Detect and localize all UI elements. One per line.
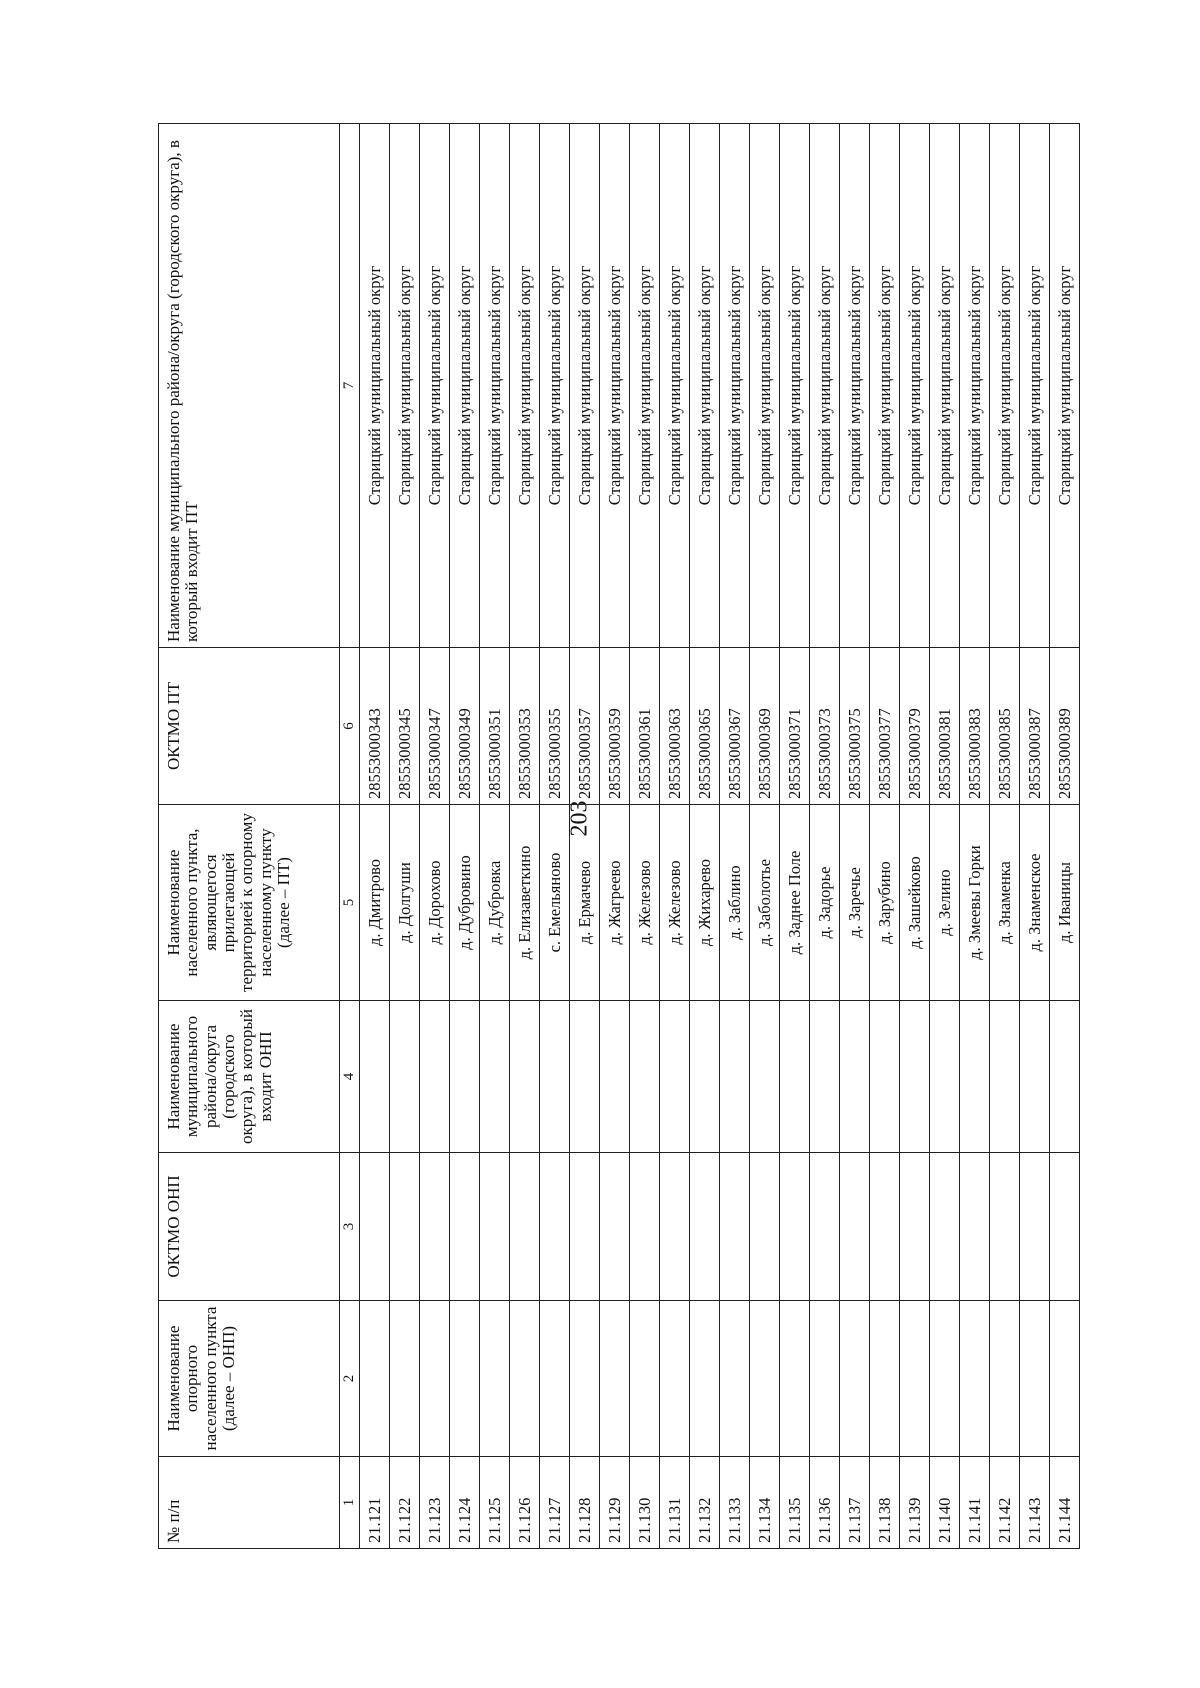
municipality-pt-cell: Старицкий муниципальный округ	[540, 124, 570, 648]
municipality-onp-cell	[690, 1001, 720, 1153]
oktmo-onp-cell	[450, 1153, 480, 1301]
onp-name-cell	[990, 1301, 1020, 1457]
oktmo-onp-cell	[510, 1153, 540, 1301]
table-row	[510, 124, 540, 1549]
oktmo-onp-cell	[930, 1153, 960, 1301]
onp-name-cell	[660, 1301, 690, 1457]
row-number-cell: 21.134	[750, 1457, 780, 1549]
municipality-pt-cell: Старицкий муниципальный округ	[930, 124, 960, 648]
municipality-pt-cell: Старицкий муниципальный округ	[750, 124, 780, 648]
row-number-cell: 21.144	[1050, 1457, 1080, 1549]
oktmo-pt-cell: 28553000349	[450, 648, 480, 805]
table-row	[420, 124, 450, 1549]
header-onp-name: Наименование опорного населенного пункта (далее – ОНП)	[159, 1301, 340, 1457]
municipality-onp-cell	[990, 1001, 1020, 1153]
row-number-cell: 21.142	[990, 1457, 1020, 1549]
municipality-onp-cell	[870, 1001, 900, 1153]
table-row	[810, 124, 840, 1549]
onp-name-cell	[930, 1301, 960, 1457]
municipality-pt-cell: Старицкий муниципальный округ	[720, 124, 750, 648]
municipality-onp-cell	[1020, 1001, 1050, 1153]
municipality-onp-cell	[1050, 1001, 1080, 1153]
pt-name-cell: д. Заблино	[720, 805, 750, 1001]
municipality-pt-cell: Старицкий муниципальный округ	[1020, 124, 1050, 648]
pt-name-cell: д. Жагреево	[600, 805, 630, 1001]
pt-name-cell: д. Иваницы	[1050, 805, 1080, 1001]
municipality-onp-cell	[360, 1001, 390, 1153]
column-number: 2	[340, 1301, 360, 1457]
pt-name-cell: д. Жихарево	[690, 805, 720, 1001]
onp-name-cell	[570, 1301, 600, 1457]
table-row	[960, 124, 990, 1549]
row-number-cell: 21.140	[930, 1457, 960, 1549]
oktmo-pt-cell: 28553000361	[630, 648, 660, 805]
onp-name-cell	[900, 1301, 930, 1457]
pt-name-cell: д. Ермачево	[570, 805, 600, 1001]
table-row	[540, 124, 570, 1549]
onp-name-cell	[1050, 1301, 1080, 1457]
row-number-cell: 21.128	[570, 1457, 600, 1549]
onp-name-cell	[810, 1301, 840, 1457]
oktmo-pt-cell: 28553000359	[600, 648, 630, 805]
oktmo-onp-cell	[870, 1153, 900, 1301]
oktmo-onp-cell	[600, 1153, 630, 1301]
column-numbers-row	[340, 124, 360, 1549]
oktmo-onp-cell	[720, 1153, 750, 1301]
settlements-table	[158, 123, 1080, 1549]
municipality-pt-cell: Старицкий муниципальный округ	[960, 124, 990, 648]
row-number-cell: 21.124	[450, 1457, 480, 1549]
oktmo-pt-cell: 28553000367	[720, 648, 750, 805]
onp-name-cell	[600, 1301, 630, 1457]
oktmo-onp-cell	[480, 1153, 510, 1301]
oktmo-onp-cell	[360, 1153, 390, 1301]
row-number-cell: 21.129	[600, 1457, 630, 1549]
municipality-onp-cell	[480, 1001, 510, 1153]
header-pt-name: Наименование населенного пункта, являющегося прилегающей территорией к опорному населенному пункту (далее – ПТ)	[159, 805, 340, 1001]
oktmo-pt-cell: 28553000385	[990, 648, 1020, 805]
municipality-pt-cell: Старицкий муниципальный округ	[1050, 124, 1080, 648]
table-row	[930, 124, 960, 1549]
header-municipality-onp: Наименование муниципального района/округа (городского округа), в который входит ОНП	[159, 1001, 340, 1153]
pt-name-cell: д. Зарубино	[870, 805, 900, 1001]
table-header-row	[159, 124, 340, 1549]
municipality-pt-cell: Старицкий муниципальный округ	[660, 124, 690, 648]
municipality-onp-cell	[420, 1001, 450, 1153]
oktmo-onp-cell	[660, 1153, 690, 1301]
municipality-pt-cell: Старицкий муниципальный округ	[420, 124, 450, 648]
oktmo-pt-cell: 28553000375	[840, 648, 870, 805]
onp-name-cell	[450, 1301, 480, 1457]
table-row	[450, 124, 480, 1549]
header-municipality-pt: Наименование муниципального района/округа (городского округа), в который входит ПТ	[159, 124, 340, 648]
municipality-onp-cell	[450, 1001, 480, 1153]
table-row	[750, 124, 780, 1549]
oktmo-onp-cell	[420, 1153, 450, 1301]
oktmo-pt-cell: 28553000343	[360, 648, 390, 805]
municipality-onp-cell	[390, 1001, 420, 1153]
oktmo-onp-cell	[780, 1153, 810, 1301]
oktmo-onp-cell	[840, 1153, 870, 1301]
municipality-pt-cell: Старицкий муниципальный округ	[810, 124, 840, 648]
oktmo-onp-cell	[1020, 1153, 1050, 1301]
municipality-onp-cell	[570, 1001, 600, 1153]
onp-name-cell	[630, 1301, 660, 1457]
municipality-pt-cell: Старицкий муниципальный округ	[690, 124, 720, 648]
municipality-onp-cell	[930, 1001, 960, 1153]
row-number-cell: 21.127	[540, 1457, 570, 1549]
municipality-onp-cell	[900, 1001, 930, 1153]
table-body	[360, 124, 1080, 1549]
pt-name-cell: д. Железово	[660, 805, 690, 1001]
oktmo-onp-cell	[810, 1153, 840, 1301]
pt-name-cell: д. Долгуши	[390, 805, 420, 1001]
oktmo-onp-cell	[990, 1153, 1020, 1301]
column-number: 3	[340, 1153, 360, 1301]
onp-name-cell	[360, 1301, 390, 1457]
table-row	[900, 124, 930, 1549]
table-row	[390, 124, 420, 1549]
pt-name-cell: д. Дмитрово	[360, 805, 390, 1001]
row-number-cell: 21.143	[1020, 1457, 1050, 1549]
header-oktmo-onp: ОКТМО ОНП	[159, 1153, 340, 1301]
row-number-cell: 21.138	[870, 1457, 900, 1549]
page-number: 203	[566, 800, 593, 837]
pt-name-cell: д. Знаменка	[990, 805, 1020, 1001]
table-row	[480, 124, 510, 1549]
onp-name-cell	[870, 1301, 900, 1457]
oktmo-pt-cell: 28553000357	[570, 648, 600, 805]
municipality-pt-cell: Старицкий муниципальный округ	[900, 124, 930, 648]
oktmo-onp-cell	[750, 1153, 780, 1301]
pt-name-cell: д. Заречье	[840, 805, 870, 1001]
onp-name-cell	[960, 1301, 990, 1457]
oktmo-onp-cell	[690, 1153, 720, 1301]
oktmo-onp-cell	[1050, 1153, 1080, 1301]
pt-name-cell: д. Дорохово	[420, 805, 450, 1001]
onp-name-cell	[540, 1301, 570, 1457]
pt-name-cell: д. Задорье	[810, 805, 840, 1001]
onp-name-cell	[420, 1301, 450, 1457]
municipality-onp-cell	[540, 1001, 570, 1153]
table-row	[630, 124, 660, 1549]
municipality-onp-cell	[810, 1001, 840, 1153]
onp-name-cell	[780, 1301, 810, 1457]
oktmo-pt-cell: 28553000371	[780, 648, 810, 805]
row-number-cell: 21.139	[900, 1457, 930, 1549]
table-row	[1020, 124, 1050, 1549]
municipality-onp-cell	[780, 1001, 810, 1153]
municipality-pt-cell: Старицкий муниципальный округ	[990, 124, 1020, 648]
municipality-pt-cell: Старицкий муниципальный округ	[630, 124, 660, 648]
oktmo-pt-cell: 28553000347	[420, 648, 450, 805]
onp-name-cell	[690, 1301, 720, 1457]
oktmo-pt-cell: 28553000381	[930, 648, 960, 805]
column-number: 6	[340, 648, 360, 805]
municipality-onp-cell	[720, 1001, 750, 1153]
header-oktmo-pt: ОКТМО ПТ	[159, 648, 340, 805]
oktmo-onp-cell	[390, 1153, 420, 1301]
column-number: 7	[340, 124, 360, 648]
onp-name-cell	[750, 1301, 780, 1457]
onp-name-cell	[1020, 1301, 1050, 1457]
municipality-pt-cell: Старицкий муниципальный округ	[390, 124, 420, 648]
column-number: 4	[340, 1001, 360, 1153]
municipality-onp-cell	[510, 1001, 540, 1153]
municipality-pt-cell: Старицкий муниципальный округ	[360, 124, 390, 648]
oktmo-pt-cell: 28553000355	[540, 648, 570, 805]
pt-name-cell: д. Зелино	[930, 805, 960, 1001]
pt-name-cell: д. Дубровино	[450, 805, 480, 1001]
oktmo-pt-cell: 28553000353	[510, 648, 540, 805]
row-number-cell: 21.132	[690, 1457, 720, 1549]
pt-name-cell: д. Заболотье	[750, 805, 780, 1001]
table-row	[360, 124, 390, 1549]
municipality-pt-cell: Старицкий муниципальный округ	[510, 124, 540, 648]
row-number-cell: 21.125	[480, 1457, 510, 1549]
municipality-onp-cell	[630, 1001, 660, 1153]
onp-name-cell	[480, 1301, 510, 1457]
table-row	[870, 124, 900, 1549]
municipality-pt-cell: Старицкий муниципальный округ	[870, 124, 900, 648]
table-row	[660, 124, 690, 1549]
pt-name-cell: д. Змеевы Горки	[960, 805, 990, 1001]
table-row	[780, 124, 810, 1549]
column-number: 1	[340, 1457, 360, 1549]
municipality-onp-cell	[840, 1001, 870, 1153]
pt-name-cell: с. Емельяново	[540, 805, 570, 1001]
pt-name-cell: д. Елизаветкино	[510, 805, 540, 1001]
pt-name-cell: д. Дубровка	[480, 805, 510, 1001]
row-number-cell: 21.131	[660, 1457, 690, 1549]
oktmo-pt-cell: 28553000373	[810, 648, 840, 805]
header-num: № п/п	[159, 1457, 340, 1549]
onp-name-cell	[390, 1301, 420, 1457]
row-number-cell: 21.130	[630, 1457, 660, 1549]
municipality-onp-cell	[960, 1001, 990, 1153]
row-number-cell: 21.123	[420, 1457, 450, 1549]
oktmo-pt-cell: 28553000389	[1050, 648, 1080, 805]
column-number: 5	[340, 805, 360, 1001]
oktmo-onp-cell	[900, 1153, 930, 1301]
pt-name-cell: д. Знаменское	[1020, 805, 1050, 1001]
row-number-cell: 21.135	[780, 1457, 810, 1549]
municipality-pt-cell: Старицкий муниципальный округ	[780, 124, 810, 648]
oktmo-pt-cell: 28553000365	[690, 648, 720, 805]
municipality-pt-cell: Старицкий муниципальный округ	[600, 124, 630, 648]
rotated-table-container	[158, 124, 1074, 1549]
oktmo-pt-cell: 28553000363	[660, 648, 690, 805]
oktmo-onp-cell	[570, 1153, 600, 1301]
pt-name-cell: д. Заднее Поле	[780, 805, 810, 1001]
oktmo-pt-cell: 28553000351	[480, 648, 510, 805]
oktmo-onp-cell	[960, 1153, 990, 1301]
row-number-cell: 21.133	[720, 1457, 750, 1549]
municipality-onp-cell	[750, 1001, 780, 1153]
row-number-cell: 21.122	[390, 1457, 420, 1549]
oktmo-pt-cell: 28553000387	[1020, 648, 1050, 805]
onp-name-cell	[720, 1301, 750, 1457]
municipality-onp-cell	[600, 1001, 630, 1153]
municipality-onp-cell	[660, 1001, 690, 1153]
oktmo-pt-cell: 28553000377	[870, 648, 900, 805]
row-number-cell: 21.141	[960, 1457, 990, 1549]
row-number-cell: 21.126	[510, 1457, 540, 1549]
onp-name-cell	[840, 1301, 870, 1457]
oktmo-pt-cell: 28553000345	[390, 648, 420, 805]
oktmo-onp-cell	[630, 1153, 660, 1301]
municipality-pt-cell: Старицкий муниципальный округ	[450, 124, 480, 648]
table-row	[600, 124, 630, 1549]
oktmo-pt-cell: 28553000379	[900, 648, 930, 805]
pt-name-cell: д. Железово	[630, 805, 660, 1001]
row-number-cell: 21.136	[810, 1457, 840, 1549]
municipality-pt-cell: Старицкий муниципальный округ	[480, 124, 510, 648]
oktmo-onp-cell	[540, 1153, 570, 1301]
oktmo-pt-cell: 28553000369	[750, 648, 780, 805]
municipality-pt-cell: Старицкий муниципальный округ	[570, 124, 600, 648]
row-number-cell: 21.121	[360, 1457, 390, 1549]
municipality-pt-cell: Старицкий муниципальный округ	[840, 124, 870, 648]
pt-name-cell: д. Зашейково	[900, 805, 930, 1001]
table-row	[690, 124, 720, 1549]
onp-name-cell	[510, 1301, 540, 1457]
oktmo-pt-cell: 28553000383	[960, 648, 990, 805]
table-row	[720, 124, 750, 1549]
table-row	[570, 124, 600, 1549]
table-row	[990, 124, 1020, 1549]
table-row	[840, 124, 870, 1549]
table-row	[1050, 124, 1080, 1549]
row-number-cell: 21.137	[840, 1457, 870, 1549]
